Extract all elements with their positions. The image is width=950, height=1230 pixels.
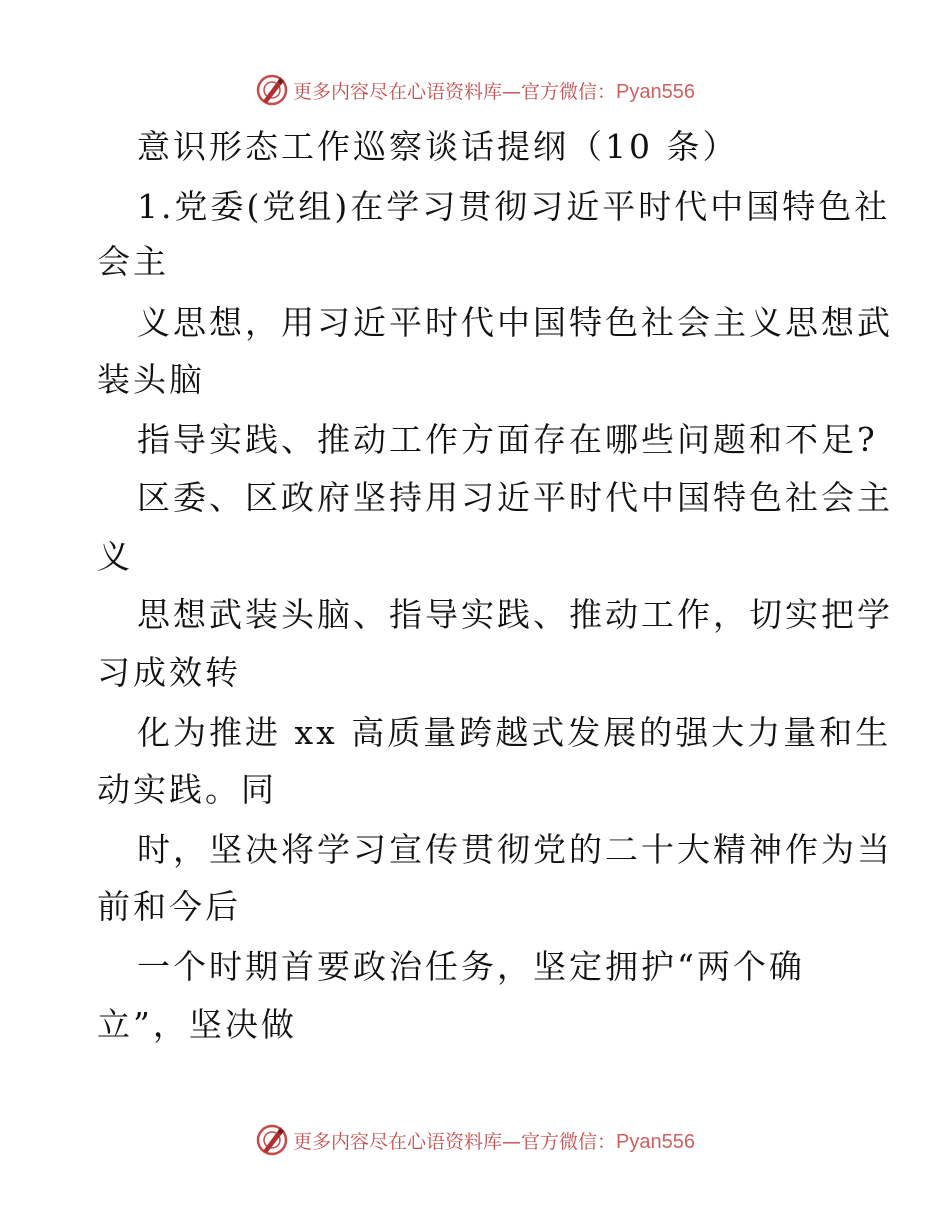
text-line: 动实践。同 xyxy=(97,770,277,809)
text-line: 指导实践、推动工作方面存在哪些问题和不足? xyxy=(137,420,878,459)
text-line: 会主 xyxy=(97,242,169,281)
text-line: 前和今后 xyxy=(97,887,241,926)
text-line: 装头脑 xyxy=(97,360,205,399)
watermark-header xyxy=(0,70,950,110)
watermark-text: 更多内容尽在心语资料库—官方微信：Pyan556 xyxy=(293,1130,695,1153)
text-line: 思想武装头脑、指导实践、推动工作，切实把学 xyxy=(137,595,893,634)
watermark-text: 更多内容尽在心语资料库—官方微信：Pyan556 xyxy=(293,80,695,103)
watermark-id: Pyan556 xyxy=(616,80,695,103)
text-line: 义思想，用习近平时代中国特色社会主义思想武 xyxy=(137,303,893,342)
text-line: 时，坚决将学习宣传贯彻党的二十大精神作为当 xyxy=(137,830,893,869)
document-title: 意识形态工作巡察谈话提纲（10 条） xyxy=(137,127,739,166)
pen-logo-icon xyxy=(255,73,289,107)
watermark-footer xyxy=(0,1120,950,1160)
text-line: 1.党委(党组)在学习贯彻习近平时代中国特色社 xyxy=(137,187,891,226)
text-line: 一个时期首要政治任务，坚定拥护“两个确 xyxy=(137,947,805,986)
text-line: 立”，坚决做 xyxy=(97,1005,297,1044)
text-line: 习成效转 xyxy=(97,653,241,692)
text-line: 区委、区政府坚持用习近平时代中国特色社会主 xyxy=(137,478,893,517)
text-line: 化为推进 xx 高质量跨越式发展的强大力量和生 xyxy=(137,713,892,752)
pen-logo-icon xyxy=(255,1123,289,1157)
text-line: 义 xyxy=(97,537,133,576)
watermark-id: Pyan556 xyxy=(616,1130,695,1153)
